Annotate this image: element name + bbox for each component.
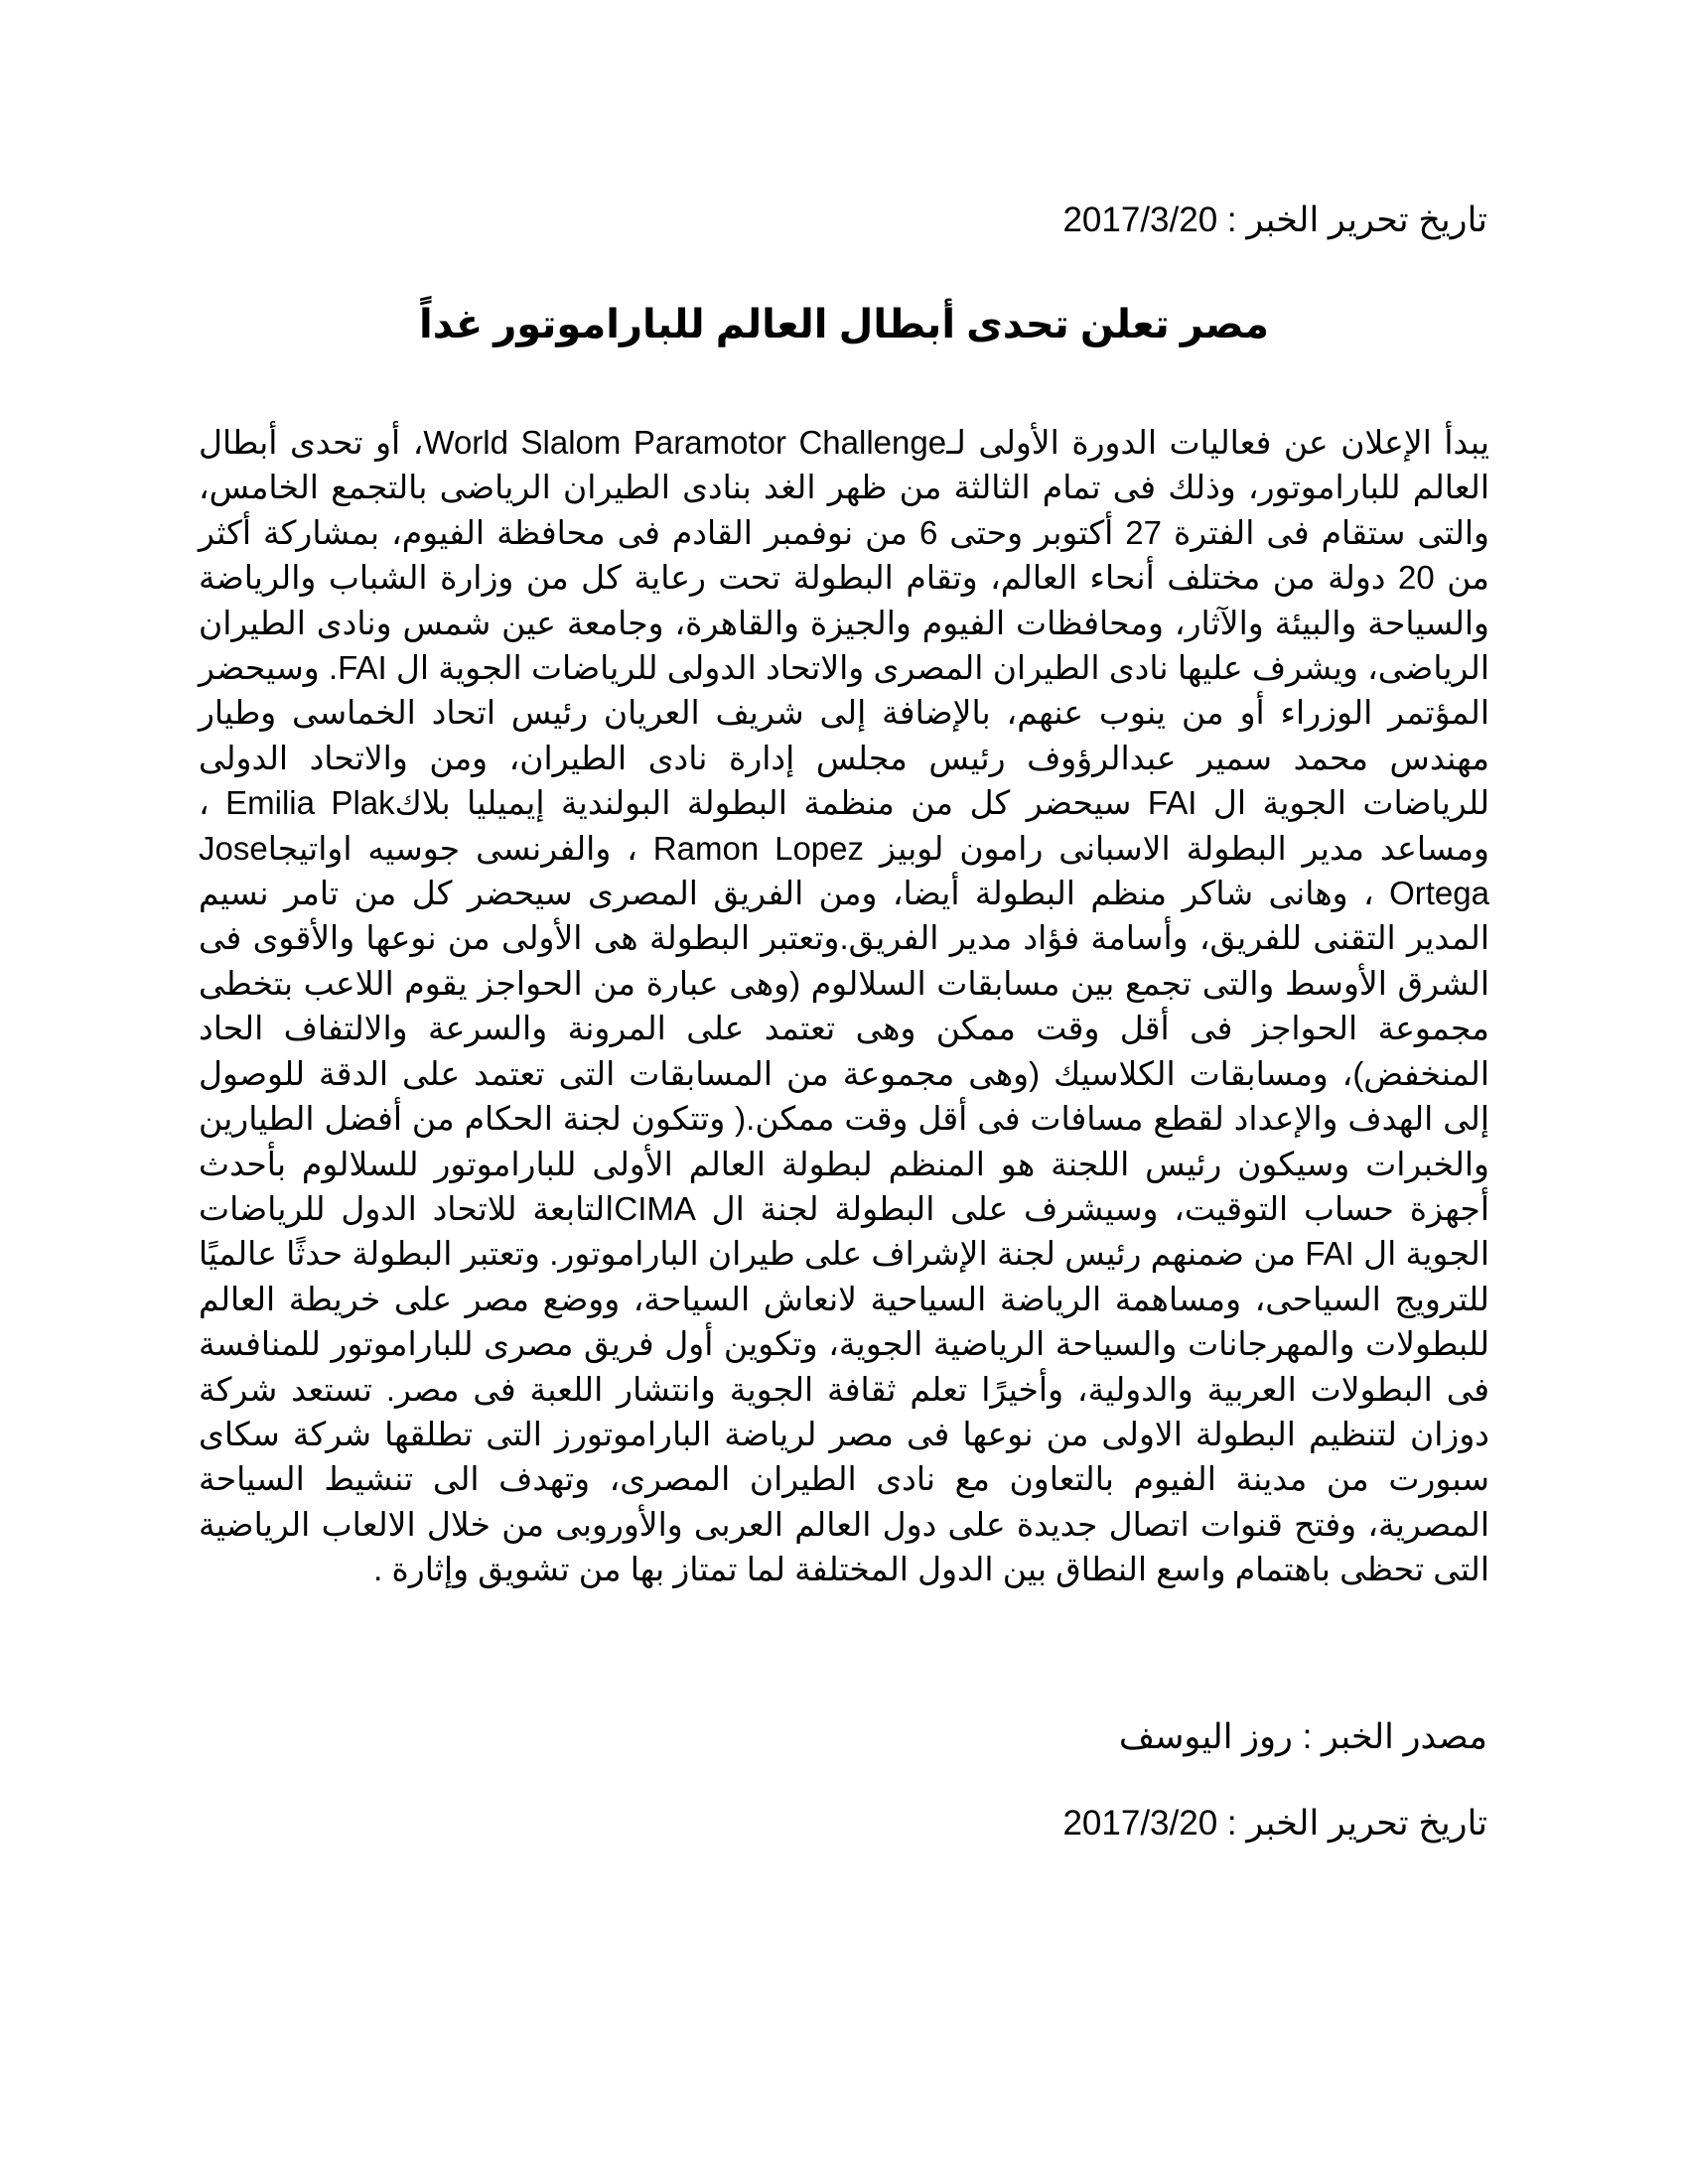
article-body: يبدأ الإعلان عن فعاليات الدورة الأولى لـWorld Slalom Paramotor Challenge، أو تحدى أبطال العالم للباراموتور، وذلك فى تمام الثالثة من ظهر الغد بنادى الطيران الرياضى بالتجمع الخامس، والتى ستقام فى الفترة 27 أكتوبر وحتى 6 من نوفمبر القادم فى محافظة الفيوم، بمشاركة أكثر من 20 دولة من مختلف أنحاء العالم، وتقام البطولة تحت رعاية كل من وزارة الشباب والرياضة والسياحة والبيئة والآثار، ومحافظات الفيوم والجيزة والقاهرة، وجامعة عين شمس ونادى الطيران الرياضى، ويشرف عليها نادى الطيران المصرى والاتحاد الدولى للرياضات الجوية ال FAI. وسيحضر المؤتمر الوزراء أو من ينوب عنهم، بالإضافة إلى شريف العريان رئيس اتحاد الخماسى وطيار مهندس محمد سمير عبدالرؤوف رئيس مجلس إدارة نادى الطيران، ومن والاتحاد الدولى للرياضات الجوية ال FAI سيحضر كل من منظمة البطولة البولندية إيميليا بلاكEmilia Plak ، ومساعد مدير البطولة الاسبانى رامون لوبيز Ramon Lopez ، والفرنسى جوسيه اواتيجاJose Ortega ، وهانى شاكر منظم البطولة أيضا، ومن الفريق المصرى سيحضر كل من تامر نسيم المدير التقنى للفريق، وأسامة فؤاد مدير الفريق.وتعتبر البطولة هى الأولى من نوعها والأقوى فى الشرق الأوسط والتى تجمع بين مسابقات السلالوم (وهى عبارة من الحواجز يقوم اللاعب بتخطى مجموعة الحواجز فى أقل وقت ممكن وهى تعتمد على المرونة والسرعة والالتفاف الحاد المنخفض)، ومسابقات الكلاسيك (وهى مجموعة من المسابقات التى تعتمد على الدقة للوصول إلى الهدف والإعداد لقطع مسافات فى أقل وقت ممكن.( وتتكون لجنة الحكام من أفضل الطيارين والخبرات وسيكون رئيس اللجنة هو المنظم لبطولة العالم الأولى للباراموتور للسلالوم بأحدث أجهزة حساب التوقيت، وسيشرف على البطولة لجنة ال CIMAالتابعة للاتحاد الدول للرياضات الجوية ال FAI من ضمنهم رئيس لجنة الإشراف على طيران الباراموتور. وتعتبر البطولة حدثًا عالميًا للترويج السياحى، ومساهمة الرياضة السياحية لانعاش السياحة، ووضع مصر على خريطة العالم للبطولات والمهرجانات والسياحة الرياضية الجوية، وتكوين أول فريق مصرى للباراموتور للمنافسة فى البطولات العربية والدولية، وأخيرًا تعلم ثقافة الجوية وانتشار اللعبة فى مصر. تستعد شركة دوزان لتنظيم البطولة الاولى من نوعها فى مصر لرياضة الباراموتورز التى تطلقها شركة سكاى سبورت من مدينة الفيوم بالتعاون مع نادى الطيران المصرى، وتهدف الى تنشيط السياحة المصرية، وفتح قنوات اتصال جديدة على دول العالم العربى والأوروبى من خلال الالعاب الرياضية التى تحظى باهتمام واسع النطاق بين الدول المختلفة لما تمتاز بها من تشويق وإثارة . bbox=[199, 424, 1490, 1588]
news-source: مصدر الخبر : روز اليوسف bbox=[1118, 1717, 1487, 1756]
article-title: مصر تعلن تحدى أبطال العالم للباراموتور غداً bbox=[419, 302, 1269, 346]
edit-date-footer: تاريخ تحرير الخبر : 2017/3/20 bbox=[1062, 1804, 1487, 1843]
edit-date-header: تاريخ تحرير الخبر : 2017/3/20 bbox=[1062, 201, 1487, 239]
